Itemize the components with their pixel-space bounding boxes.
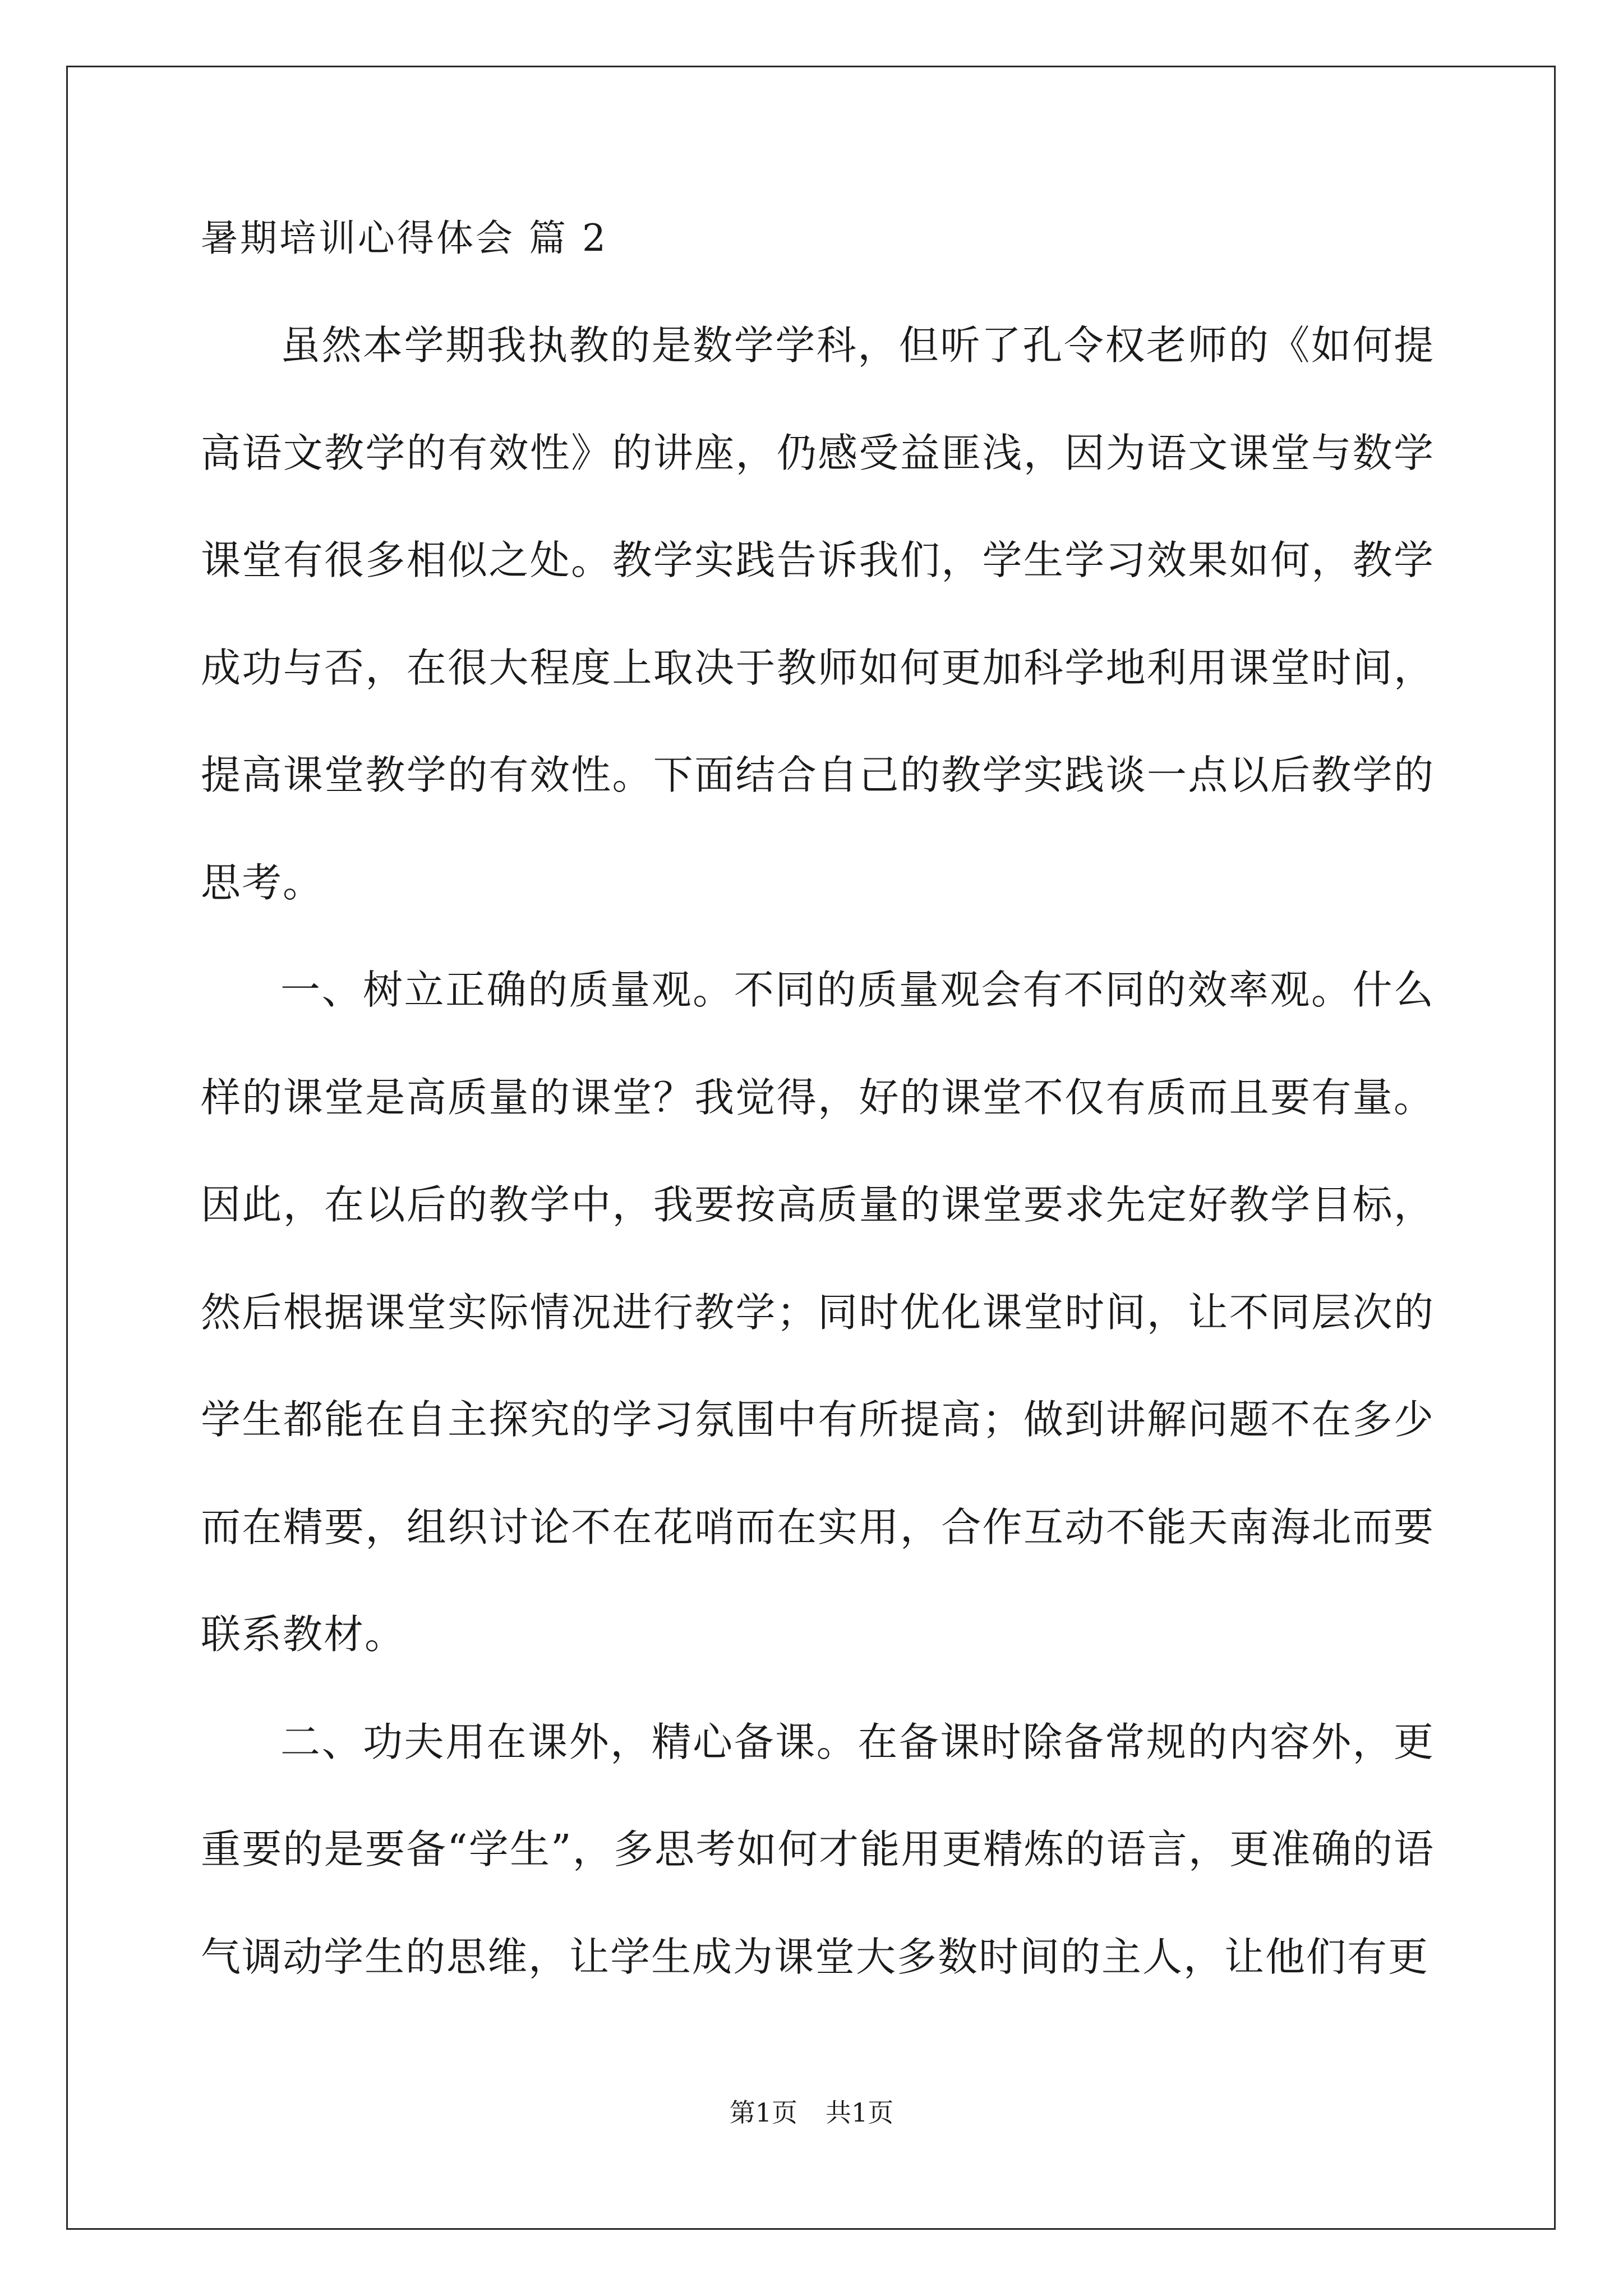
paragraph-intro: 虽然本学期我执教的是数学学科，但听了孔令权老师的《如何提高语文教学的有效性》的讲座，仍感受益匪浅，因为语文课堂与数学课堂有很多相似之处。教学实践告诉我们，学生学习效果如何，教学成功与否，在很大程度上取决于教师如何更加科学地利用课堂时间，提高课堂教学的有效性。下面结合自己的教学实践谈一点以后教学的思考。 — [201, 322, 1435, 906]
page-total: 共1页 — [826, 2097, 894, 2128]
document-title: 暑期培训心得体会 篇 2 — [201, 217, 608, 260]
page-number: 第1页 — [729, 2097, 797, 2128]
paragraph-lesson-prep: 二、功夫用在课外，精心备课。在备课时除备常规的内容外，更重要的是要备“学生”，多思考如何才能用更精炼的语言，更准确的语气调动学生的思维，让学生成为课堂大多数时间的主人，让他们有更 — [201, 1718, 1435, 1980]
page-footer — [0, 2096, 1623, 2129]
paragraph-quality-view: 一、树立正确的质量观。不同的质量观会有不同的效率观。什么样的课堂是高质量的课堂？我觉得，好的课堂不仅有质而且要有量。因此，在以后的教学中，我要按高质量的课堂要求先定好教学目标，然后根据课堂实际情况进行教学；同时优化课堂时间，让不同层次的学生都能在自主探究的学习氛围中有所提高；做到讲解问题不在多少而在精要，组织讨论不在花哨而在实用，合作互动不能天南海北而要联系教材。 — [201, 967, 1435, 1658]
document-body — [201, 213, 1435, 2010]
